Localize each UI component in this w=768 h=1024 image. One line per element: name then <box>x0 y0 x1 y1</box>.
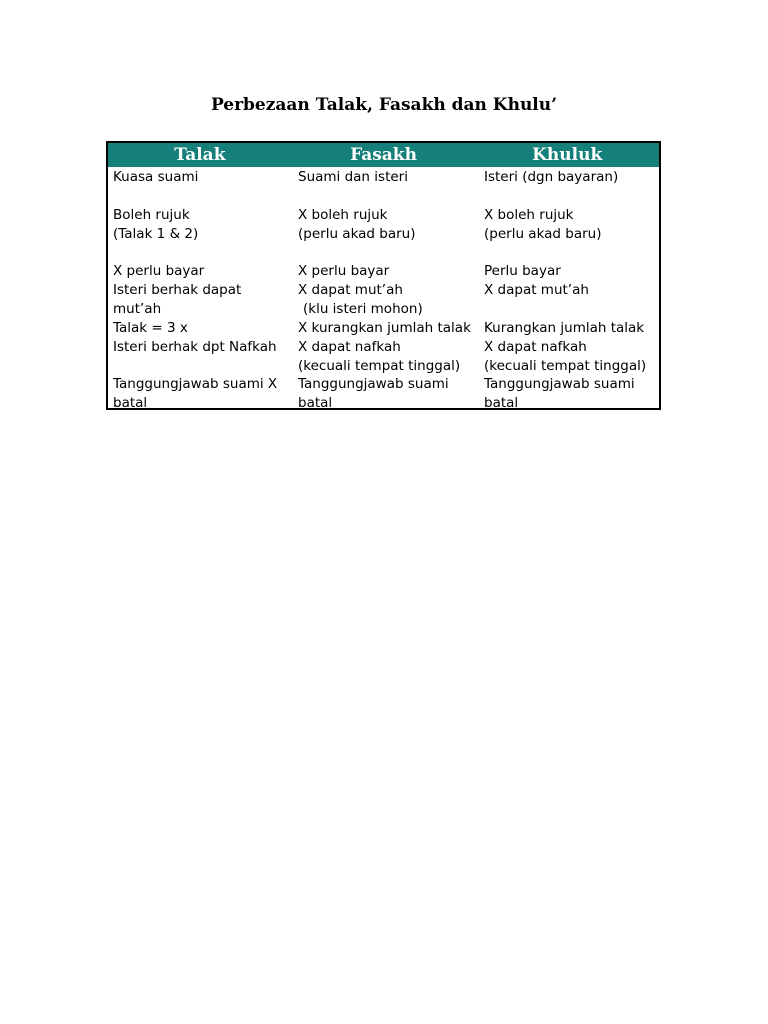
document-title: Perbezaan Talak, Fasakh dan Khulu’ <box>210 95 558 115</box>
column-header-khuluk: Khuluk <box>532 145 603 165</box>
comparison-table <box>106 141 661 410</box>
table-cell: X kurangkan jumlah talak <box>298 320 471 336</box>
table-cell: (perlu akad baru) <box>298 226 416 242</box>
table-cell: Tanggungjawab suami <box>484 376 635 392</box>
table-cell: X dapat nafkah <box>298 339 401 355</box>
column-header-talak: Talak <box>174 145 226 165</box>
table-cell: X dapat mut’ah <box>298 282 403 298</box>
table-cell: X perlu bayar <box>113 263 205 279</box>
table-cell: Boleh rujuk <box>113 207 190 223</box>
table-cell: (Talak 1 & 2) <box>113 226 199 242</box>
table-cell: mut’ah <box>113 301 162 317</box>
table-cell: batal <box>113 395 148 411</box>
table-cell: batal <box>484 395 519 411</box>
table-cell: Isteri (dgn bayaran) <box>484 169 619 185</box>
table-cell: Kurangkan jumlah talak <box>484 320 645 336</box>
table-cell: Kuasa suami <box>113 169 199 185</box>
table-cell: (kecuali tempat tinggal) <box>298 358 461 374</box>
table-cell: Isteri berhak dapat <box>113 282 242 298</box>
table-cell: X dapat mut’ah <box>484 282 589 298</box>
column-header-fasakh: Fasakh <box>350 145 417 165</box>
table-cell: Suami dan isteri <box>298 169 408 185</box>
table-cell: Talak = 3 x <box>113 320 188 336</box>
table-cell: Perlu bayar <box>484 263 561 279</box>
table-cell: X boleh rujuk <box>298 207 388 223</box>
table-cell: (kecuali tempat tinggal) <box>484 358 647 374</box>
table-cell: X boleh rujuk <box>484 207 574 223</box>
table-cell: X perlu bayar <box>298 263 390 279</box>
table-cell: Tanggungjawab suami X <box>113 376 278 392</box>
table-cell: Tanggungjawab suami <box>298 376 449 392</box>
table-cell: (perlu akad baru) <box>484 226 602 242</box>
table-cell: X dapat nafkah <box>484 339 587 355</box>
table-cell: Isteri berhak dpt Nafkah <box>113 339 277 355</box>
table-cell: batal <box>298 395 333 411</box>
table-cell: (klu isteri mohon) <box>303 301 423 317</box>
table-header-row <box>108 143 659 167</box>
